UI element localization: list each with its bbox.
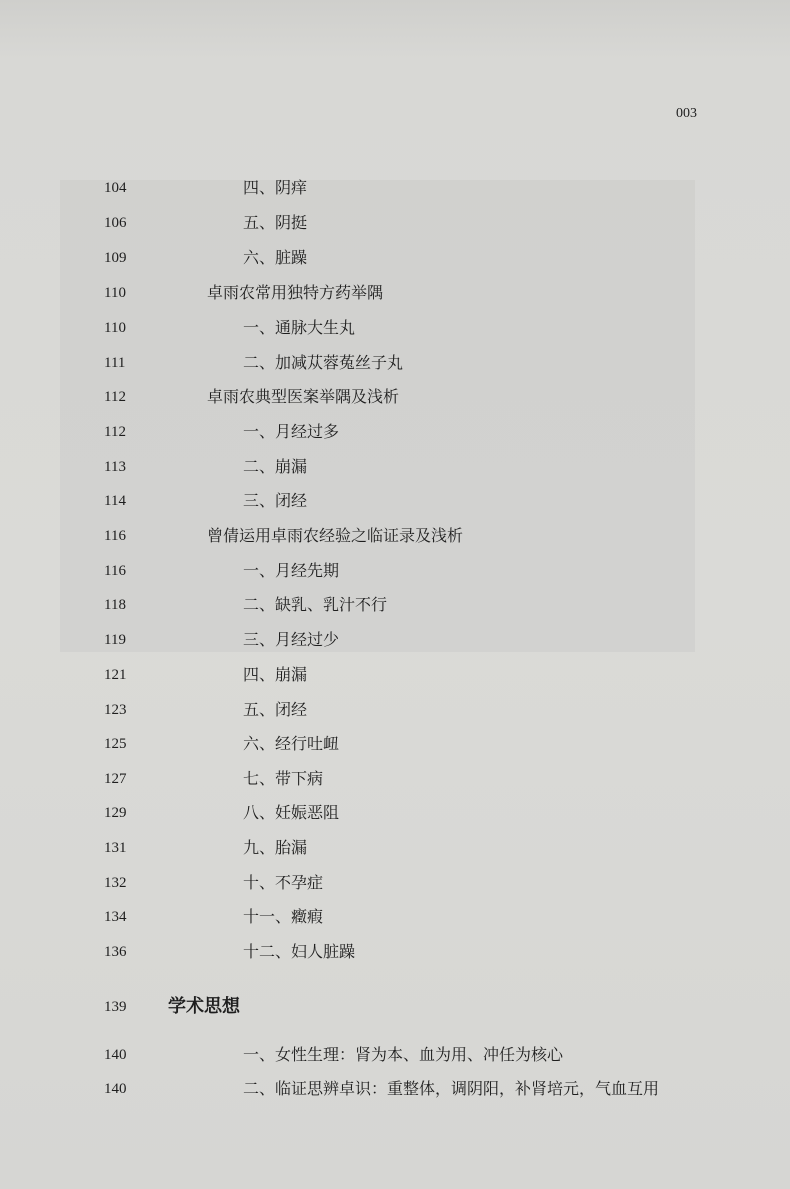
entry-title: 九、胎漏 <box>243 838 308 857</box>
toc-entry[interactable] <box>0 833 790 863</box>
toc-entry[interactable] <box>0 729 790 759</box>
toc-entry[interactable] <box>0 798 790 828</box>
entry-page: 112 <box>104 424 126 440</box>
toc-entry[interactable] <box>0 452 790 482</box>
toc-section-heading[interactable] <box>0 992 790 1022</box>
entry-title: 十二、妇人脏躁 <box>243 942 356 961</box>
entry-title: 五、阴挺 <box>243 213 308 232</box>
toc-entry[interactable] <box>0 348 790 378</box>
toc-entry[interactable] <box>0 243 790 273</box>
toc-entry[interactable] <box>0 764 790 794</box>
toc-entry[interactable] <box>0 937 790 967</box>
toc-entry[interactable] <box>0 625 790 655</box>
toc-entry[interactable] <box>0 695 790 725</box>
entry-page: 140 <box>104 1081 127 1097</box>
entry-title: 卓雨农常用独特方药举隅 <box>207 283 384 302</box>
entry-page: 139 <box>104 999 127 1015</box>
entry-title: 卓雨农典型医案举隅及浅析 <box>207 387 400 406</box>
entry-page: 112 <box>104 389 126 405</box>
entry-title: 一、女性生理：肾为本、血为用、冲任为核心 <box>243 1045 564 1064</box>
entry-title: 四、崩漏 <box>243 665 308 684</box>
toc-entry[interactable] <box>0 313 790 343</box>
toc-entry[interactable] <box>0 208 790 238</box>
entry-page: 116 <box>104 528 126 544</box>
entry-title: 五、闭经 <box>243 700 308 719</box>
entry-page: 106 <box>104 215 127 231</box>
toc-entry[interactable] <box>0 173 790 203</box>
entry-page: 116 <box>104 563 126 579</box>
entry-page: 134 <box>104 909 127 925</box>
entry-page: 125 <box>104 736 127 752</box>
entry-page: 127 <box>104 771 127 787</box>
toc-entry[interactable] <box>0 868 790 898</box>
entry-title: 二、加减苁蓉菟丝子丸 <box>243 353 404 372</box>
entry-page: 113 <box>104 459 126 475</box>
entry-title: 三、月经过少 <box>243 630 340 649</box>
entry-title: 一、月经过多 <box>243 422 340 441</box>
entry-page: 129 <box>104 805 127 821</box>
entry-page: 109 <box>104 250 127 266</box>
toc-entry[interactable] <box>0 590 790 620</box>
entry-title: 四、阴痒 <box>243 178 308 197</box>
entry-page: 118 <box>104 597 126 613</box>
entry-title: 六、脏躁 <box>243 248 308 267</box>
entry-page: 121 <box>104 667 127 683</box>
toc-entry[interactable] <box>0 417 790 447</box>
entry-page: 131 <box>104 840 127 856</box>
entry-title: 二、崩漏 <box>243 457 308 476</box>
toc-entry[interactable] <box>0 1040 790 1070</box>
entry-title: 三、闭经 <box>243 491 308 510</box>
toc-entry[interactable] <box>0 486 790 516</box>
toc-entry[interactable] <box>0 902 790 932</box>
toc-entry[interactable] <box>0 660 790 690</box>
entry-title: 曾倩运用卓雨农经验之临证录及浅析 <box>207 526 464 545</box>
entry-title: 七、带下病 <box>243 769 324 788</box>
entry-title: 八、妊娠恶阻 <box>243 803 340 822</box>
entry-title: 六、经行吐衄 <box>243 734 340 753</box>
entry-page: 110 <box>104 285 126 301</box>
entry-title: 二、临证思辨卓识：重整体，调阴阳，补肾培元，气血互用 <box>243 1079 660 1098</box>
entry-page: 104 <box>104 180 127 196</box>
entry-title: 一、月经先期 <box>243 561 340 580</box>
entry-title: 十一、癥瘕 <box>243 907 324 926</box>
entry-page: 119 <box>104 632 126 648</box>
entry-page: 132 <box>104 875 127 891</box>
entry-title: 一、通脉大生丸 <box>243 318 356 337</box>
entry-page: 136 <box>104 944 127 960</box>
toc-entry[interactable] <box>0 521 790 551</box>
toc-entry[interactable] <box>0 278 790 308</box>
entry-title: 二、缺乳、乳汁不行 <box>243 595 388 614</box>
entry-page: 111 <box>104 355 126 371</box>
toc-entry[interactable] <box>0 1074 790 1104</box>
entry-page: 114 <box>104 493 126 509</box>
entry-title: 学术思想 <box>168 996 240 1017</box>
toc-entry[interactable] <box>0 382 790 412</box>
entry-title: 十、不孕症 <box>243 873 324 892</box>
entry-page: 140 <box>104 1047 127 1063</box>
entry-page: 123 <box>104 702 127 718</box>
page-number: 003 <box>676 106 697 121</box>
toc-entry[interactable] <box>0 556 790 586</box>
entry-page: 110 <box>104 320 126 336</box>
